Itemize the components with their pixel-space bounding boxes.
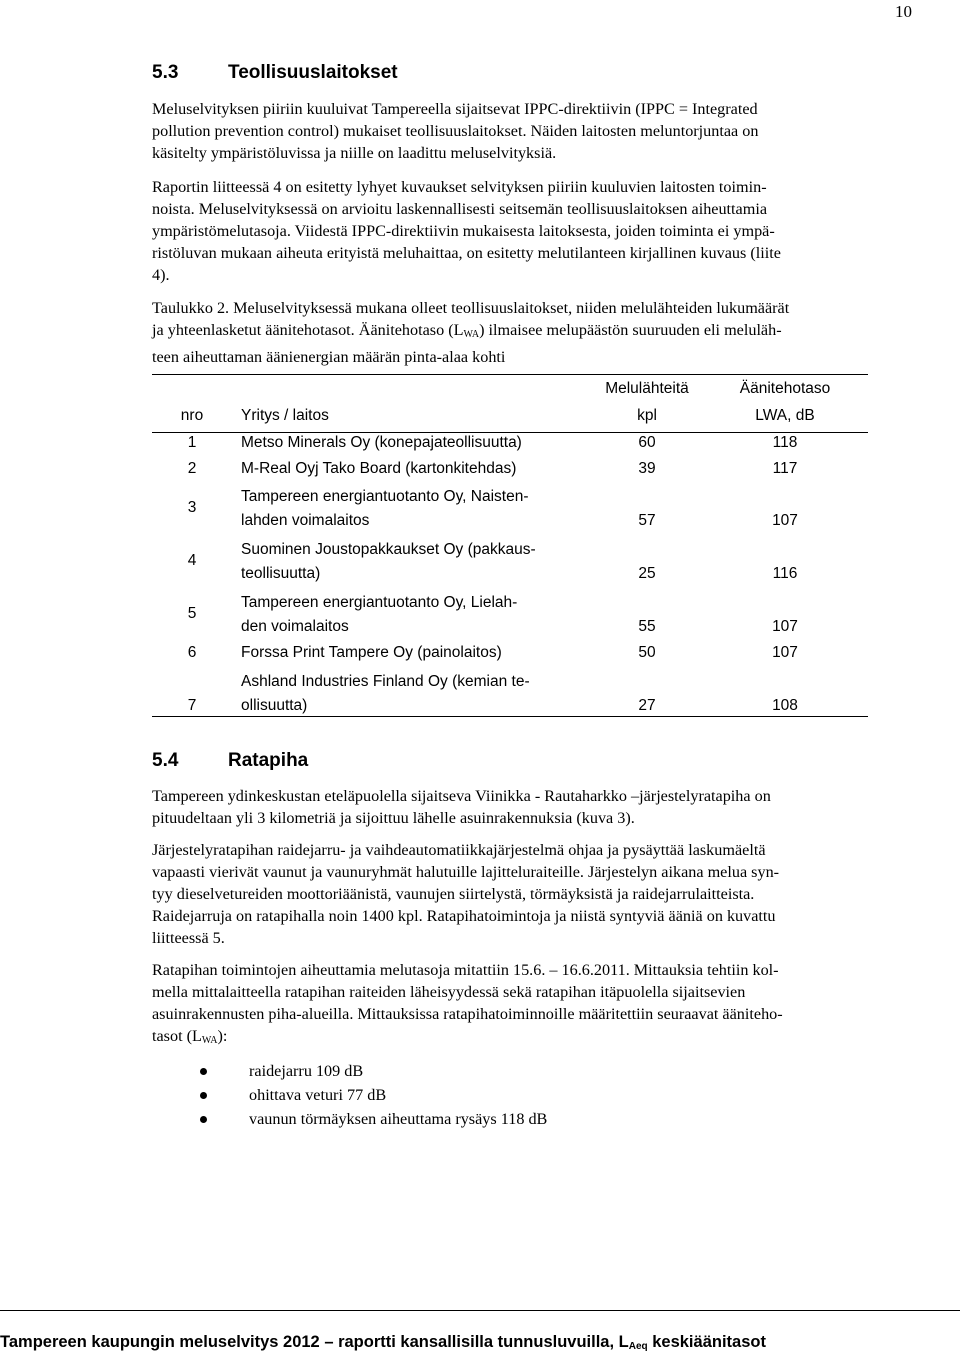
cell-sources: 60 (638, 434, 656, 451)
bullet-icon (200, 1092, 207, 1099)
text-line: pituudeltaan yli 3 kilometriä ja sijoittuu lähelle asuinrakennuksia (kuva 3). (152, 809, 635, 827)
cell-sources: 55 (638, 618, 656, 635)
cell-company: M-Real Oyj Tako Board (kartonkitehdas) (241, 460, 517, 477)
list-item-text: ohittava veturi 77 dB (249, 1086, 387, 1104)
paragraph-ratapiha-system (152, 839, 912, 949)
page-footer: Tampereen kaupungin meluselvitys 2012 – raportti kansallisilla tunnusluvuilla, $L_{Aeq}$ keskiäänitasot (0, 1333, 766, 1352)
cell-nro: 2 (187, 460, 197, 477)
cell-company: Tampereen energiantuotanto Oy, Lielah- (241, 594, 518, 611)
cell-nro: 7 (187, 697, 197, 714)
cell-company: Tampereen energiantuotanto Oy, Naisten- (241, 488, 529, 505)
cell-nro: 3 (187, 499, 197, 516)
text-line: Ratapihan toimintojen aiheuttamia melutasoja mitattiin 15.6. – 16.6.2011. Mittauksia tehtiin kol- (152, 961, 779, 979)
text-line: tyy dieselvetureiden moottoriäänistä, vaunujen siirtelystä, törmäyksistä ja raidejarrulaitteista. (152, 885, 755, 903)
section-number: 5.3 (152, 62, 179, 83)
text-line: asuinrakennusten piha-alueilla. Mittauksissa ratapihatoiminnoille määritettiin seuraavat äänitehо- (152, 1005, 783, 1023)
bullet-icon (200, 1068, 207, 1075)
cell-sources: 27 (638, 697, 656, 714)
text-line: liitteessä 5. (152, 929, 225, 947)
text-line: teen aiheuttaman äänienergian määrän pinta-alaa kohti (152, 348, 506, 366)
paragraph-intro (152, 98, 912, 164)
text-line: mella mittalaitteella ratapihan raiteiden läheisyydessä sekä ratapihan itäpuolella sijaitsevien (152, 983, 746, 1001)
cell-power: 108 (772, 697, 798, 714)
cell-company: Metso Minerals Oy (konepajateollisuutta) (241, 434, 522, 451)
cell-nro: 6 (187, 644, 197, 661)
cell-nro: 1 (187, 434, 197, 451)
section-number: 5.4 (152, 750, 179, 771)
header-nro: nro (180, 407, 204, 424)
cell-sources: 57 (638, 512, 656, 529)
text-line: ympäristömelutasoja. Viidestä IPPC-direktiivin mukaisesta laitoksesta, joiden toiminta ei ympä- (152, 222, 775, 240)
cell-company-cont: den voimalaitos (241, 618, 349, 635)
cell-sources: 39 (638, 460, 656, 477)
text-line: Taulukko 2. Meluselvityksessä mukana olleet teollisuuslaitokset, niiden melulähteiden lukumäärät (152, 299, 790, 317)
cell-company-cont: teollisuutta) (241, 565, 321, 582)
footer-rule (0, 1310, 960, 1311)
bullet-icon (200, 1116, 207, 1123)
section-title: Teollisuuslaitokset (228, 62, 398, 83)
header-sources-top: Melulähteitä (605, 380, 689, 397)
text-line: Raidejarruja on ratapihalla noin 1400 kpl. Ratapihatoimintoja ja niistä syntyviä ääniä on kuvattu (152, 907, 776, 925)
section-heading-5-4 (152, 750, 308, 772)
text-line: Raportin liitteessä 4 on esitetty lyhyet kuvaukset selvityksen piiriin kuuluvien laitosten toimin- (152, 178, 767, 196)
cell-sources: 25 (638, 565, 656, 582)
text-line: noista. Meluselvityksessä on arvioitu laskennallisesti seitsemän teollisuuslaitoksen aiheuttamia (152, 200, 768, 218)
cell-power: 118 (772, 434, 798, 451)
cell-company: Forssa Print Tampere Oy (painolaitos) (241, 644, 502, 661)
text-line: 4). (152, 266, 170, 284)
cell-power: 107 (772, 512, 798, 529)
cell-power: 117 (772, 460, 798, 477)
header-company: Yritys / laitos (241, 407, 329, 424)
table-caption (152, 297, 912, 368)
cell-company-cont: lahden voimalaitos (241, 512, 370, 529)
table-bottom-rule (152, 716, 868, 717)
cell-nro: 4 (187, 552, 197, 569)
cell-company: Ashland Industries Finland Oy (kemian te- (241, 673, 530, 690)
cell-company-cont: ollisuutta) (241, 697, 308, 714)
text-line: ja yhteenlasketut äänitehotasot. Äänitehotaso $(L_{WA})$ ilmaisee melupäästön suuruuden eli meluläh- (152, 321, 782, 340)
cell-power: 107 (772, 618, 798, 635)
header-power-top: Äänitehotaso (739, 380, 831, 397)
cell-sources: 50 (638, 644, 656, 661)
list-item-text: vaunun törmäyksen aiheuttama rysäys 118 dB (249, 1110, 548, 1128)
cell-company: Suominen Joustopakkaukset Oy (pakkaus- (241, 541, 536, 558)
cell-nro: 5 (187, 605, 197, 622)
paragraph-ratapiha-measurements (152, 959, 912, 1052)
text-line: pollution prevention control) mukaiset teollisuuslaitokset. Näiden laitosten meluntorjuntaa on (152, 122, 759, 140)
table-top-rule (152, 374, 868, 375)
text-line: ristöluvan mukaan aiheuta erityistä meluhaittaa, on esitetty melutilanteen kirjallinen kuvaus (liite (152, 244, 781, 262)
section-heading-5-3 (152, 62, 398, 84)
section-title: Ratapiha (228, 750, 309, 771)
paragraph-description (152, 176, 912, 286)
header-power-bottom: LWA, dB (755, 407, 815, 424)
paragraph-ratapiha-intro (152, 785, 912, 829)
text-line: Järjestelyratapihan raidejarru- ja vaihdeautomatiikkajärjestelmä ohjaa ja pysäyttää laskumäeltä (152, 841, 766, 859)
text-line: tasot $(L_{WA})$: (152, 1027, 228, 1046)
cell-power: 116 (772, 565, 798, 582)
text-line: vapaasti vierivät vaunut ja vaunuryhmät halutuille lajitteluraiteille. Järjestelyn aikana melua syn- (152, 863, 780, 881)
cell-power: 107 (772, 644, 798, 661)
text-line: Meluselvityksen piiriin kuuluivat Tampereella sijaitsevat IPPC-direktiivin (IPPC = Integrated (152, 100, 758, 118)
text-line: käsitelty ympäristöluvissa ja niille on laadittu meluselvityksiä. (152, 144, 557, 162)
text-line: Tampereen ydinkeskustan eteläpuolella sijaitseva Viinikka - Rautaharkko –järjestelyratapiha on (152, 787, 771, 805)
page-number: 10 (895, 2, 912, 21)
header-sources-bottom: kpl (637, 407, 657, 424)
list-item-text: raidejarru 109 dB (249, 1062, 364, 1080)
